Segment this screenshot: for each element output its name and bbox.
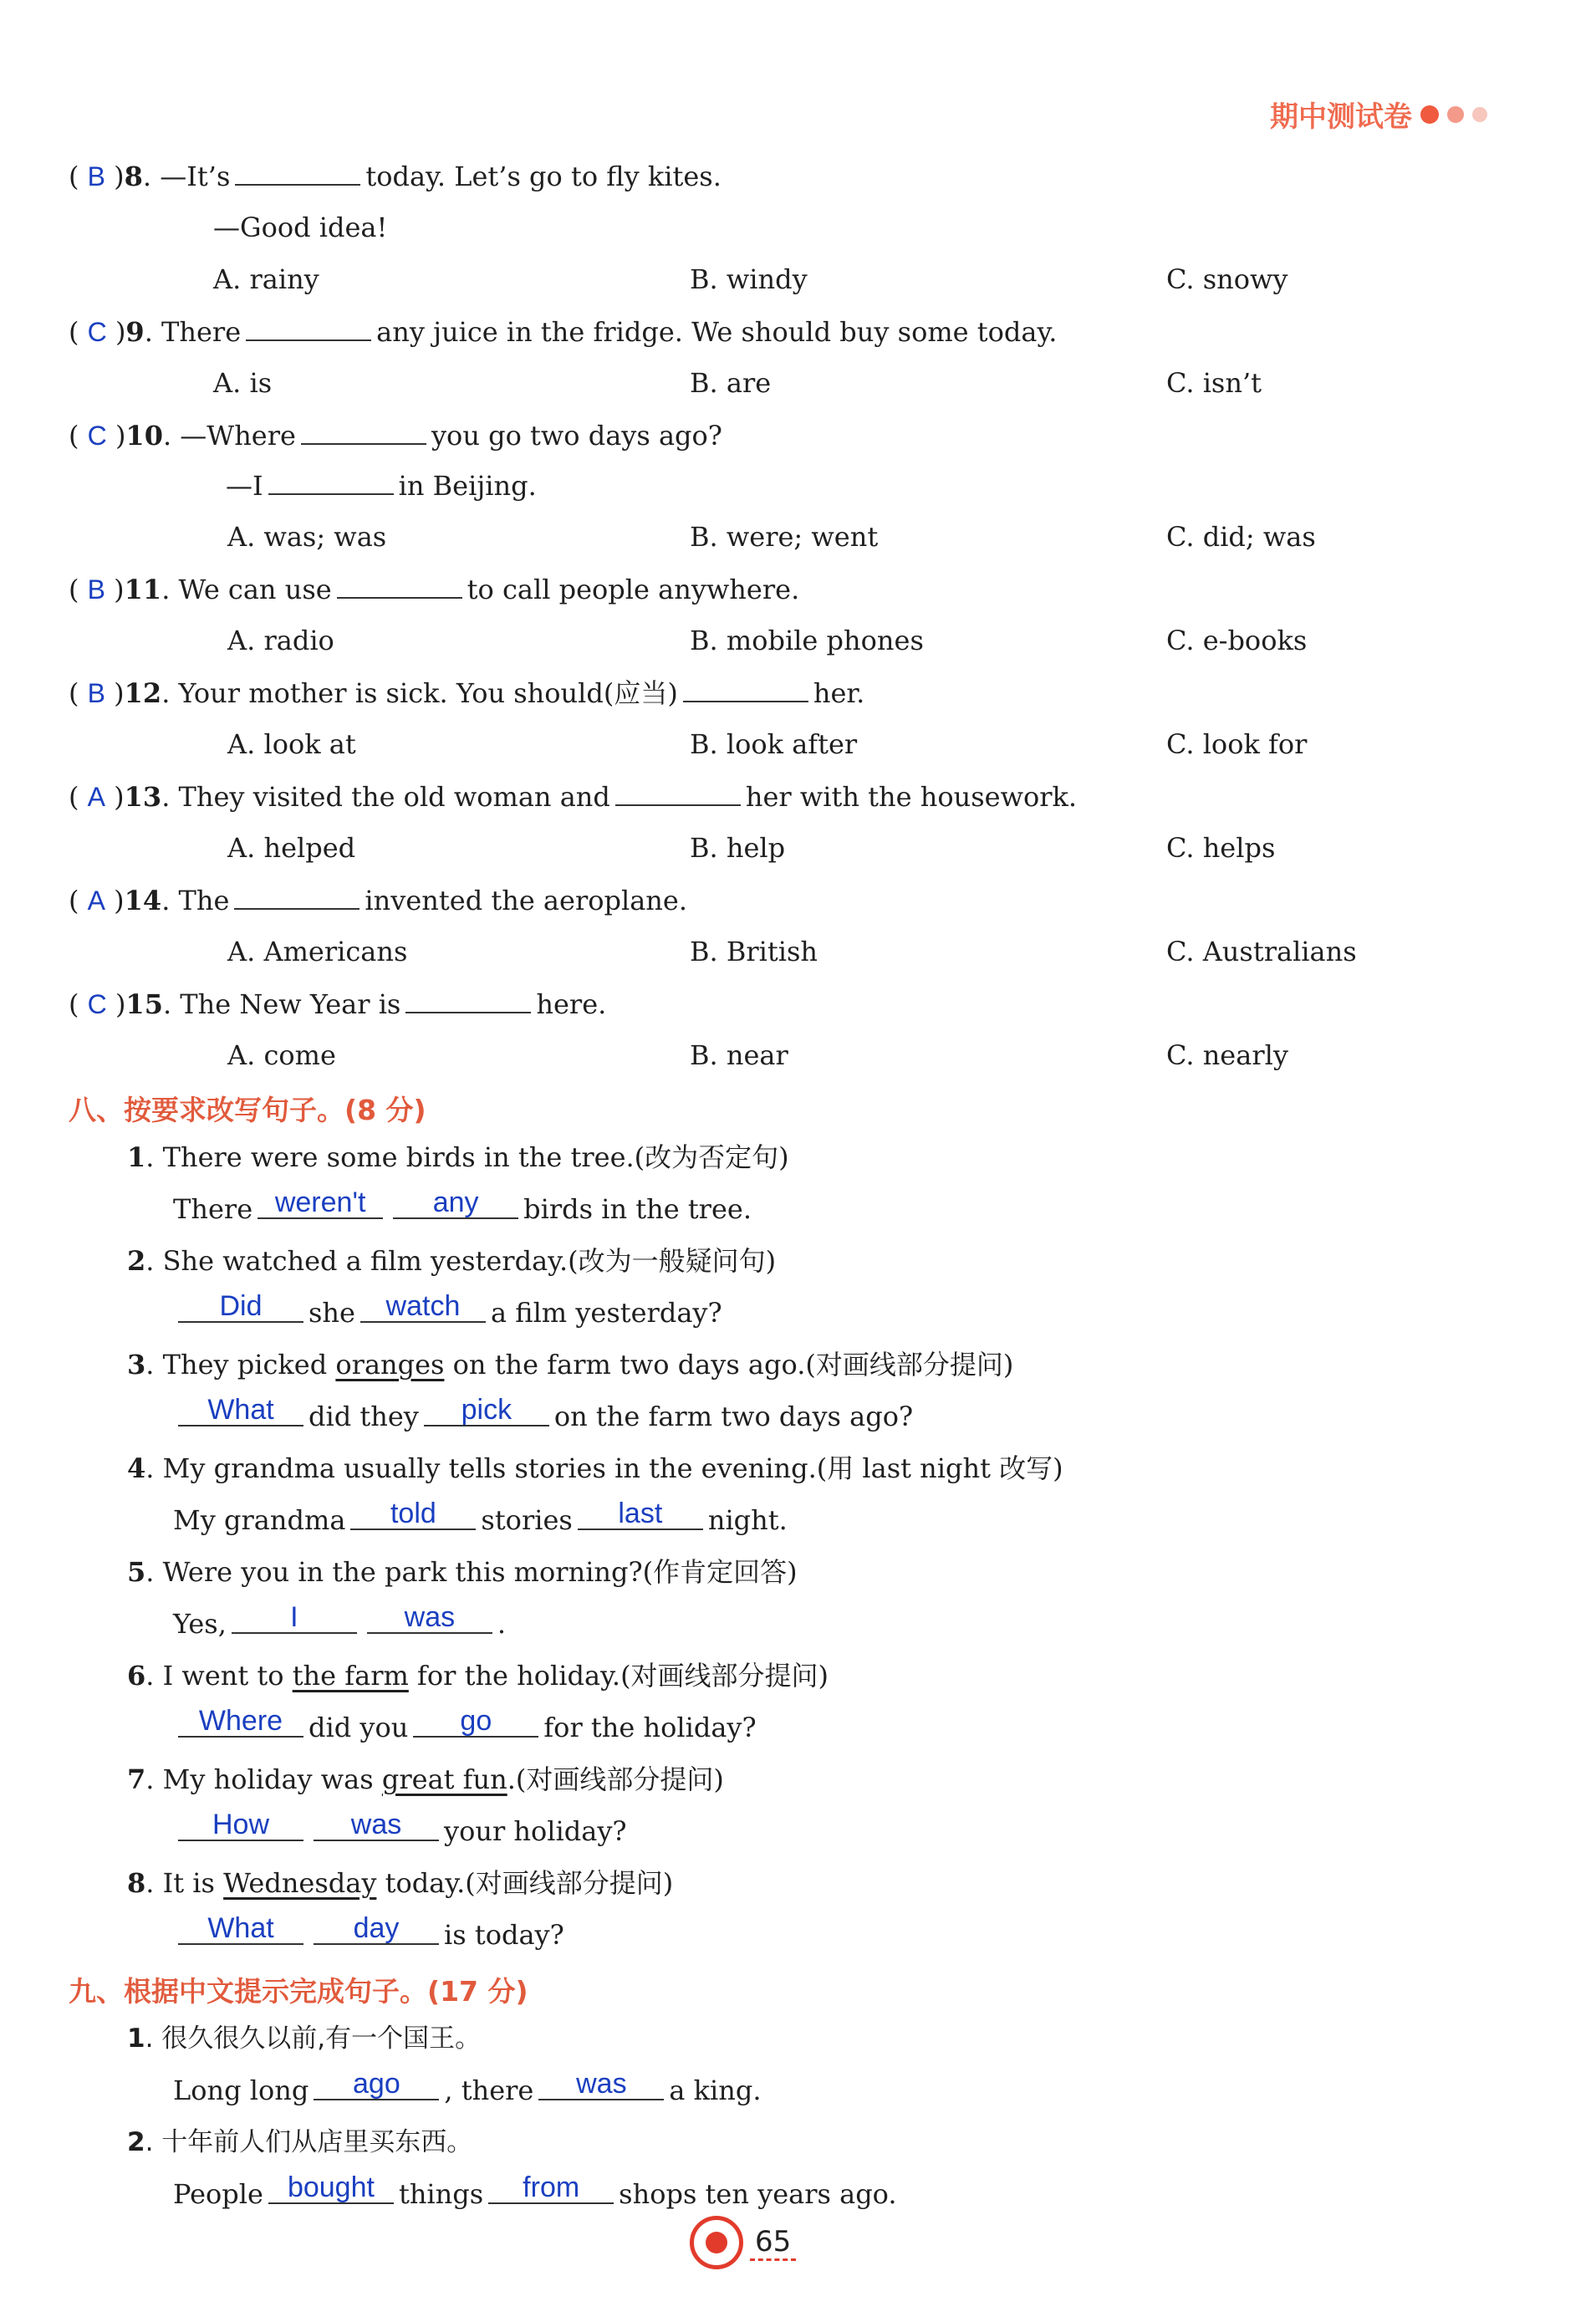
header-dot-icon xyxy=(1420,105,1439,124)
answer-fill: I xyxy=(290,1601,298,1633)
answer-fill: was xyxy=(576,2068,627,2100)
answer-fill: ago xyxy=(353,2068,400,2100)
header-dot-icon xyxy=(1447,106,1464,123)
page-footer xyxy=(690,2216,796,2269)
answer: C xyxy=(87,989,107,1019)
answer-fill: last xyxy=(618,1498,663,1529)
answer-fill: was xyxy=(404,1601,456,1633)
section-9-title: 九、根据中文提示完成句子。(17 分) xyxy=(69,1975,528,2008)
answer-fill: pick xyxy=(461,1394,512,1426)
section-8-title: 八、按要求改写句子。(8 分) xyxy=(69,1094,426,1126)
header-dot-icon xyxy=(1472,107,1487,122)
answer: C xyxy=(87,421,107,451)
answer-fill: any xyxy=(432,1187,479,1218)
page-header xyxy=(1270,94,1487,135)
answer: B xyxy=(87,574,105,605)
answer-fill: go xyxy=(460,1705,492,1737)
answer-fill: How xyxy=(212,1809,270,1840)
answer-fill: Where xyxy=(198,1705,283,1737)
page-number: 65 xyxy=(750,2225,796,2261)
answer-fill: told xyxy=(390,1498,436,1529)
answer-fill: What xyxy=(207,1912,274,1944)
answer: C xyxy=(87,317,107,347)
header-title: 期中测试卷 xyxy=(1270,100,1412,134)
publisher-logo-icon xyxy=(690,2216,743,2269)
worksheet-page: 期中测试卷 ( B )8. —It’s today. Let’s go to fly kites. —Good idea! A. rainy B. windy C. snowy ( C )9. There any juice in the fridge. We should buy some today. A. is B. are C. isn’t ( C )10. —Where you go two days ago? —I in Beijing. A. was; was B. were; went C. did; was ( B )11. We can use to call people anywhere. A. radio B. mobile phones C. e-books ( B )12. Your mother is sick. You should(应当) her. A. look at B. look after C. look for ( A )13. They visited the old woman and her with the housework. A. helped B. help C. helps ( A )14. The invented the aeroplane. A. Americans B. British C. Australians ( C )15. The New Year is here. A. come B. near C. nearly 八、按要求改写句子。(8 分) 1. There were some birds in the tree.(改为否定句) There weren't any birds in the tree. 2. She watched a film yesterday.(改为一般疑问句) Did she watch a film yesterday? 3. They picked oranges on the farm two days ago.(对画线部分提问) What did they pick on the farm two days ago? 4. My grandma usually tells stories in the evening.(用 last night 改写) My grandma told stories last night. 5. Were you in the park this morning?(作肯定回答) Yes, I was . 6. I went to the farm for the holiday.(对画线部分提问) Where did you go for the holiday? 7. My holiday was great fun.(对画线部分提问) How was your holiday? 8. It is Wednesday today.(对画线部分提问) What day is today? 九、根据中文提示完成句子。(17 分) 1. 很久很久以前,有一个国王。 Long long ago , there was a king. 2. 十年前人们从店里买东西。 People bought things from shops ten years ago. 65 xyxy=(0,0,1596,2317)
answer-fill: watch xyxy=(385,1290,461,1322)
answer-fill: What xyxy=(207,1394,274,1426)
answer-fill: bought xyxy=(287,2172,375,2203)
answer-fill: Did xyxy=(219,1290,263,1322)
answer-fill: was xyxy=(350,1809,402,1840)
answer-fill: day xyxy=(353,1912,400,1944)
answer: B xyxy=(87,678,105,708)
answer-fill: from xyxy=(523,2172,580,2203)
answer: A xyxy=(87,885,105,916)
answer: B xyxy=(87,161,105,191)
answer-fill: weren't xyxy=(274,1187,366,1218)
answer: A xyxy=(87,782,105,812)
